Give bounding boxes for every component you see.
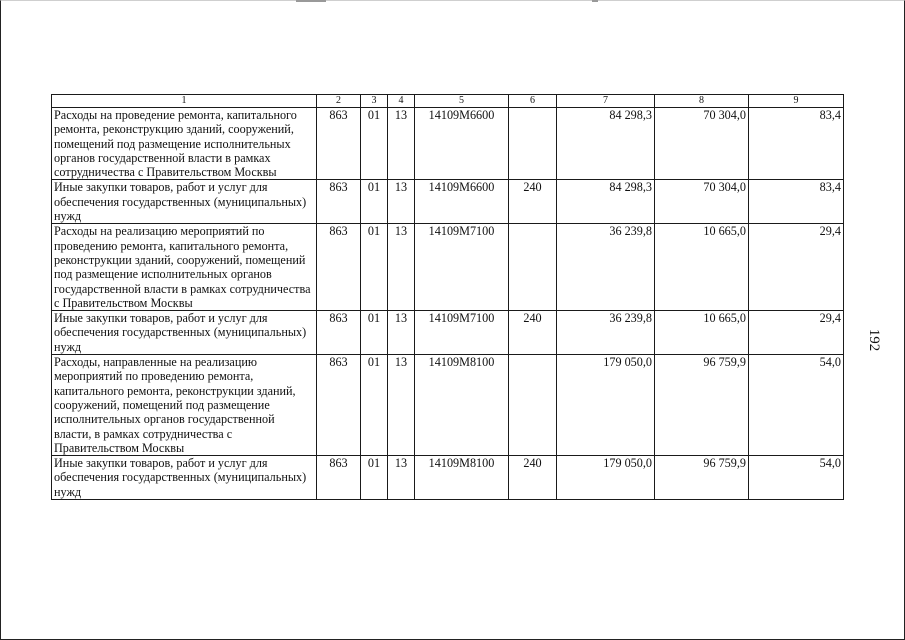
plan-amount: 36 239,8 xyxy=(557,311,655,355)
department-code: 863 xyxy=(317,180,361,224)
expense-type-code xyxy=(509,108,557,180)
target-code: 14109М6600 xyxy=(415,108,509,180)
column-header: 3 xyxy=(361,95,388,108)
scan-mark xyxy=(296,0,326,2)
plan-amount: 84 298,3 xyxy=(557,108,655,180)
section-code: 01 xyxy=(361,224,388,311)
expense-name: Расходы, направленные на реализацию мероприятий по проведению ремонта, капитального ремонта, реконструкции зданий, сооружений, помещений под размещение исполнительных органов государственной власти, в рамках сотрудничества с Правительством Москвы xyxy=(52,355,317,456)
page-number: 192 xyxy=(866,328,882,352)
percent-executed: 29,4 xyxy=(749,311,844,355)
department-code: 863 xyxy=(317,456,361,500)
target-code: 14109М7100 xyxy=(415,311,509,355)
plan-amount: 84 298,3 xyxy=(557,180,655,224)
budget-table xyxy=(51,94,844,500)
actual-amount: 96 759,9 xyxy=(655,456,749,500)
scan-mark xyxy=(592,0,598,2)
actual-amount: 96 759,9 xyxy=(655,355,749,456)
department-code: 863 xyxy=(317,108,361,180)
plan-amount: 36 239,8 xyxy=(557,224,655,311)
expense-type-code: 240 xyxy=(509,456,557,500)
table-row xyxy=(52,180,844,224)
target-code: 14109М8100 xyxy=(415,355,509,456)
subsection-code: 13 xyxy=(388,224,415,311)
percent-executed: 83,4 xyxy=(749,180,844,224)
subsection-code: 13 xyxy=(388,355,415,456)
department-code: 863 xyxy=(317,224,361,311)
expense-name: Расходы на проведение ремонта, капитального ремонта, реконструкцию зданий, сооружений, помещений под размещение исполнительных органов государственной власти в рамках сотрудничества с Правительством Москвы xyxy=(52,108,317,180)
subsection-code: 13 xyxy=(388,311,415,355)
percent-executed: 29,4 xyxy=(749,224,844,311)
target-code: 14109М6600 xyxy=(415,180,509,224)
department-code: 863 xyxy=(317,355,361,456)
section-code: 01 xyxy=(361,311,388,355)
subsection-code: 13 xyxy=(388,108,415,180)
expense-name: Иные закупки товаров, работ и услуг для обеспечения государственных (муниципальных) нужд xyxy=(52,311,317,355)
table-row xyxy=(52,456,844,500)
subsection-code: 13 xyxy=(388,180,415,224)
section-code: 01 xyxy=(361,355,388,456)
column-header: 2 xyxy=(317,95,361,108)
expense-type-code: 240 xyxy=(509,311,557,355)
plan-amount: 179 050,0 xyxy=(557,355,655,456)
percent-executed: 54,0 xyxy=(749,355,844,456)
column-header: 5 xyxy=(415,95,509,108)
expense-name: Иные закупки товаров, работ и услуг для обеспечения государственных (муниципальных) нужд xyxy=(52,456,317,500)
expense-name: Расходы на реализацию мероприятий по проведению ремонта, капитального ремонта, реконструкции зданий, сооружений, помещений под размещение исполнительных органов государственной власти в рамках сотрудничества с Правительством Москвы xyxy=(52,224,317,311)
actual-amount: 10 665,0 xyxy=(655,311,749,355)
expense-type-code: 240 xyxy=(509,180,557,224)
target-code: 14109М7100 xyxy=(415,224,509,311)
column-header: 4 xyxy=(388,95,415,108)
column-header: 9 xyxy=(749,95,844,108)
department-code: 863 xyxy=(317,311,361,355)
table-row xyxy=(52,355,844,456)
table-row xyxy=(52,108,844,180)
expense-type-code xyxy=(509,355,557,456)
section-code: 01 xyxy=(361,456,388,500)
table-row xyxy=(52,311,844,355)
column-header: 8 xyxy=(655,95,749,108)
subsection-code: 13 xyxy=(388,456,415,500)
section-code: 01 xyxy=(361,108,388,180)
section-code: 01 xyxy=(361,180,388,224)
header-row xyxy=(52,95,844,108)
target-code: 14109М8100 xyxy=(415,456,509,500)
percent-executed: 54,0 xyxy=(749,456,844,500)
column-header: 7 xyxy=(557,95,655,108)
actual-amount: 10 665,0 xyxy=(655,224,749,311)
actual-amount: 70 304,0 xyxy=(655,180,749,224)
expense-name: Иные закупки товаров, работ и услуг для обеспечения государственных (муниципальных) нужд xyxy=(52,180,317,224)
actual-amount: 70 304,0 xyxy=(655,108,749,180)
column-header: 1 xyxy=(52,95,317,108)
table-row xyxy=(52,224,844,311)
plan-amount: 179 050,0 xyxy=(557,456,655,500)
percent-executed: 83,4 xyxy=(749,108,844,180)
column-header: 6 xyxy=(509,95,557,108)
expense-type-code xyxy=(509,224,557,311)
